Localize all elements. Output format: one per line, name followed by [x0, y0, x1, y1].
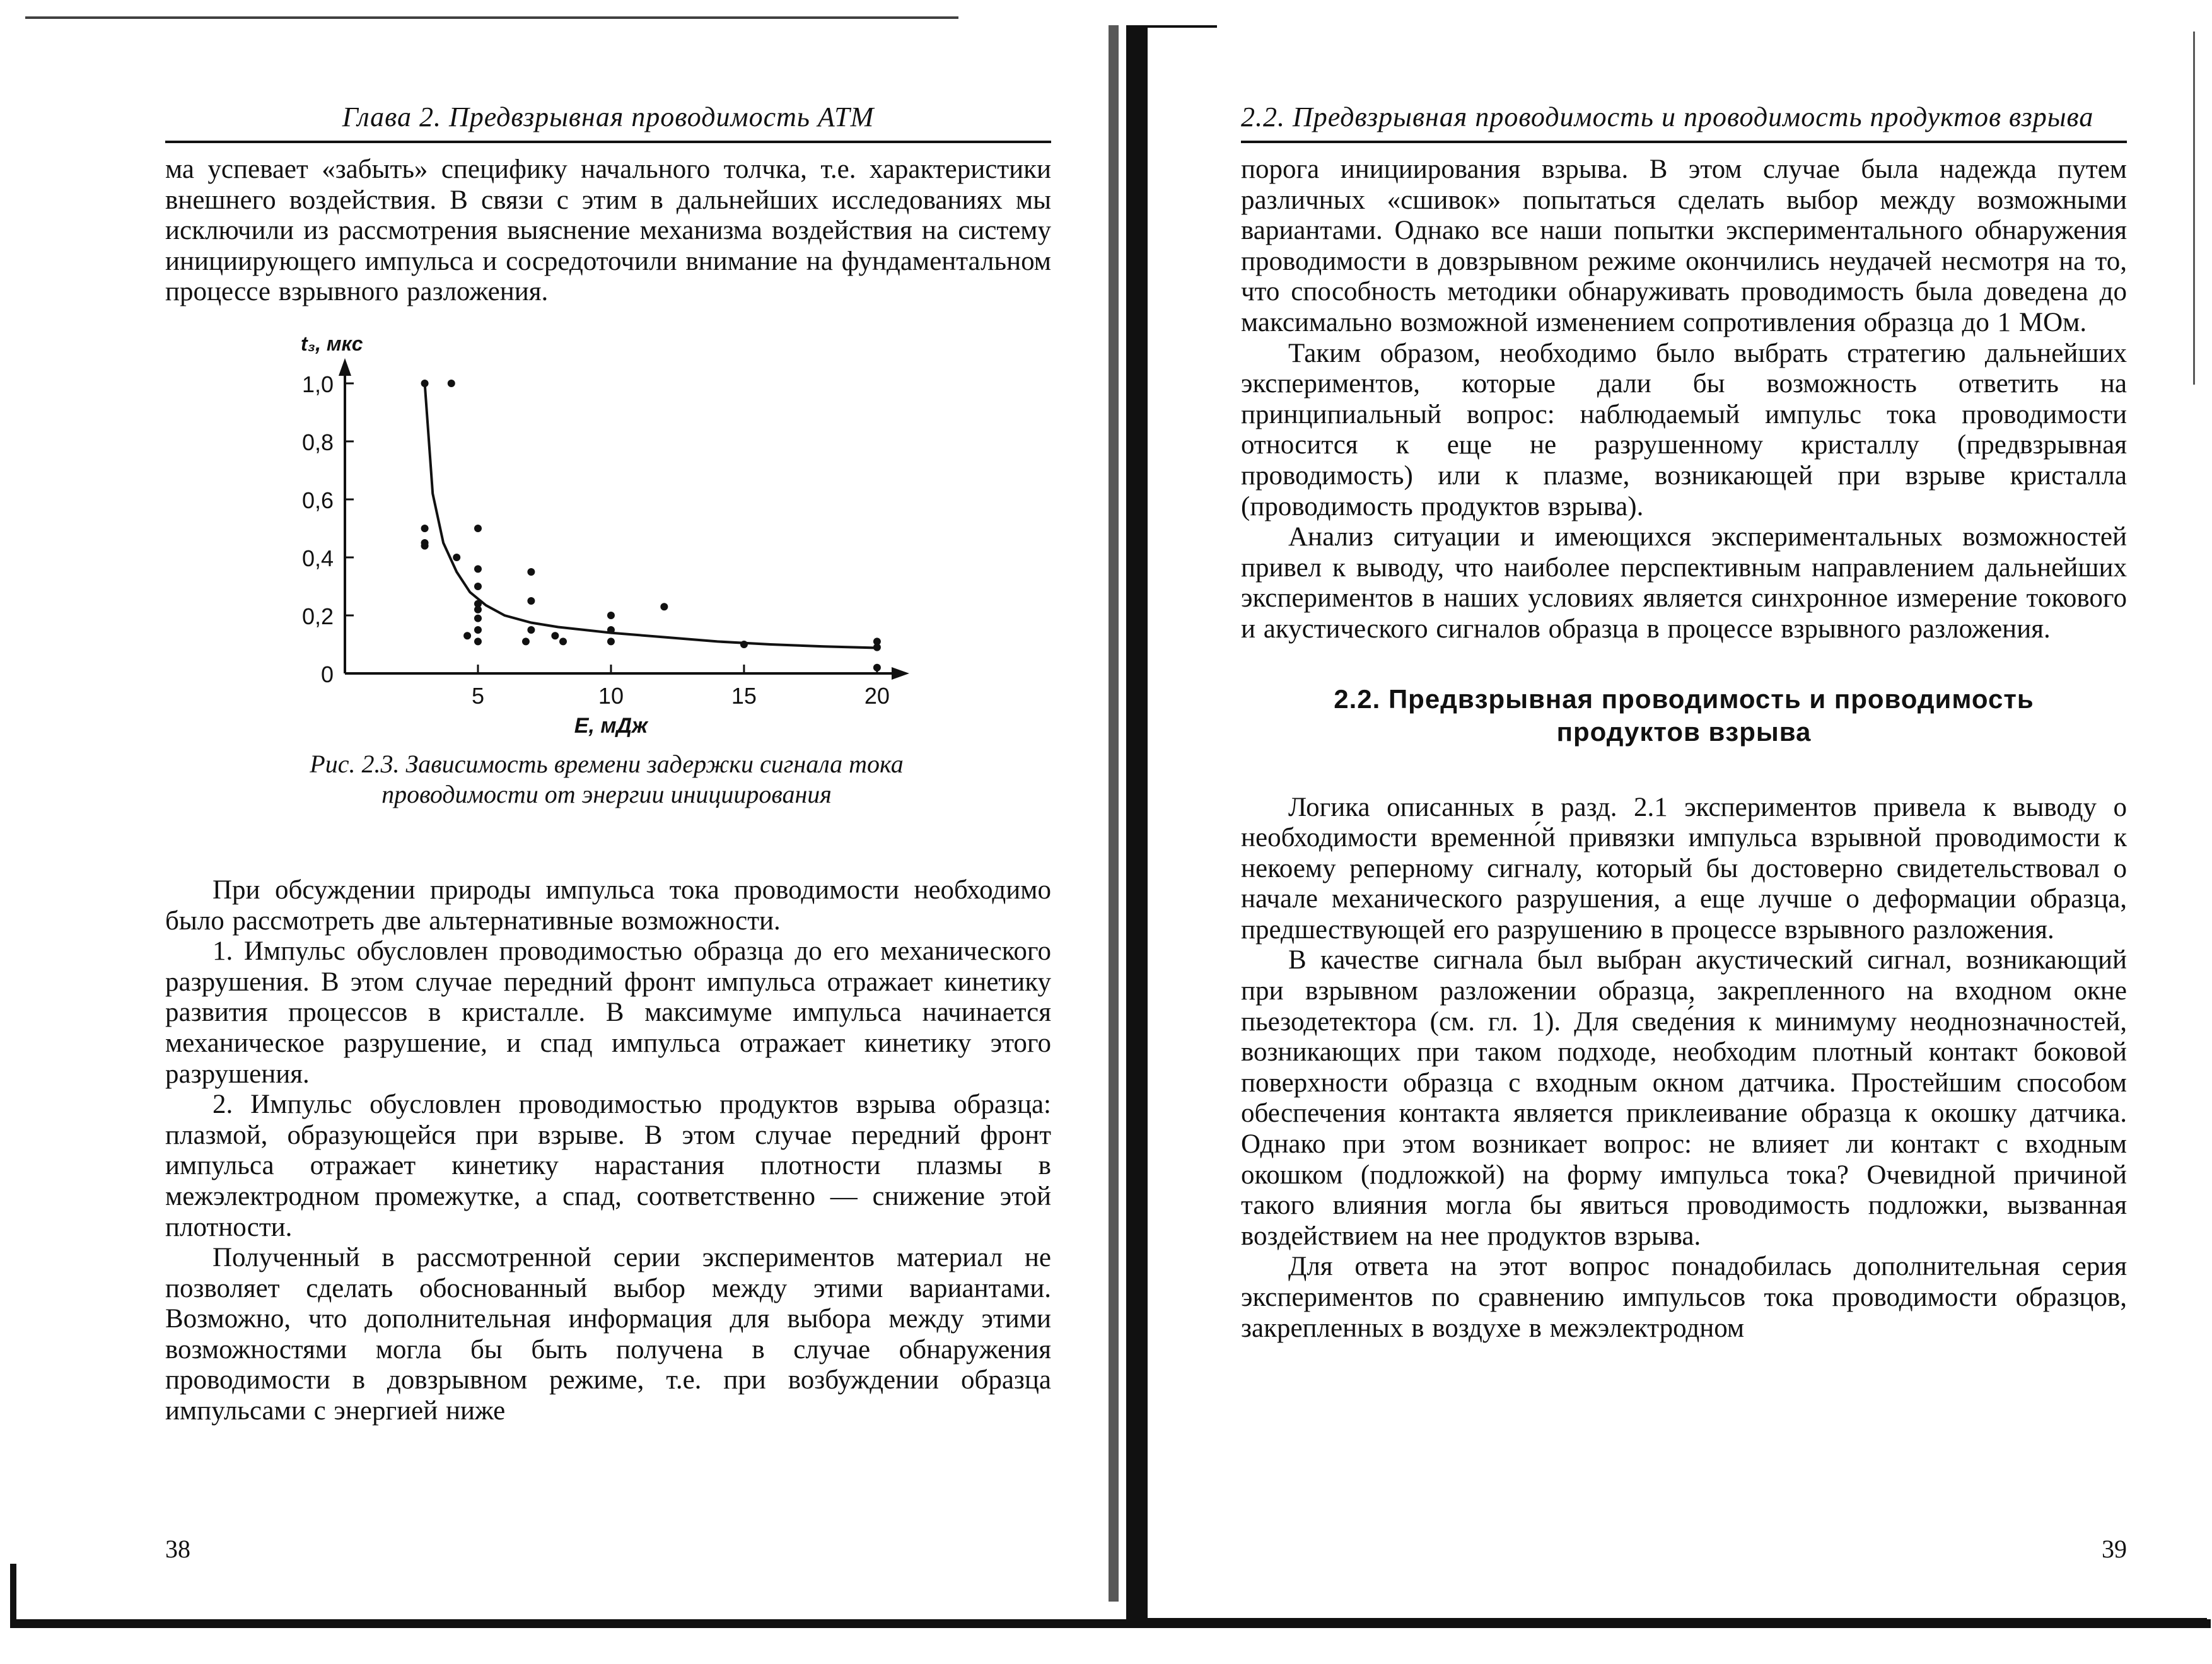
data-point [463, 632, 471, 639]
paragraph: Для ответа на этот вопрос понадобилась дополнительная серия экспериментов по сравнению импульсов тока проводимости образцов, закрепленных в воздухе в межэлектродном [1241, 1252, 2127, 1343]
paragraph: порога инициирования взрыва. В этом случае была надежда путем различных «сшивок» попытаться сделать выбор между возможными вариантами. Однако все наши попытки экспериментального обнаружения проводимости в довзрывном режиме окончились неудачей несмотря на то, что способность методики обнаруживать проводимость была доведена до максимально возможной изменением сопротивления образца до 1 МОм. [1241, 154, 2127, 337]
page-number: 39 [2102, 1535, 2127, 1563]
section-heading: 2.2. Предвзрывная проводимость и проводимость продуктов взрыва [1334, 684, 2034, 747]
data-point [527, 597, 535, 605]
right-page-top-curl [1148, 25, 1217, 28]
data-point [474, 525, 482, 532]
right-running-head: 2.2. Предвзрывная проводимость и проводимость продуктов взрыва [1241, 101, 2127, 143]
data-point [448, 380, 455, 387]
x-tick-label: 15 [731, 682, 757, 709]
book-spine-shadow-thin [1109, 25, 1119, 1602]
right-scan-bottom-edge [1135, 1618, 2207, 1627]
paragraph: Таким образом, необходимо было выбрать стратегию дальнейших экспериментов, которые дали бы возможность ответить на принципиальный вопрос: наблюдаемый импульс тока проводимости относится к еще не разрушенному кристаллу (предвзрывная проводимость) или к плазме, возникающей при взрыве кристалла (проводимость продуктов взрыва). [1241, 338, 2127, 521]
paragraph: Анализ ситуации и имеющихся экспериментальных возможностей привел к выводу, что наиболее перспективным направлением дальнейших экспериментов в наших условиях является синхронное измерение токового и акустического сигналов образца в процессе взрывного разложения. [1241, 522, 2127, 644]
data-point [607, 626, 615, 634]
left-body-top [165, 154, 1051, 308]
data-point [421, 380, 429, 387]
data-point [527, 568, 535, 576]
paragraph: 1. Импульс обусловлен проводимостью образца до его механического разрушения. В этом случае передний фронт импульса отражает кинетику развития процессов в кристалле. В максимуме импульса начинается механическое разрушение, и спад импульса отражает кинетику этого разрушения. [165, 936, 1051, 1089]
data-point [607, 637, 615, 645]
right-body-top [1241, 154, 2127, 645]
y-tick-label: 0,2 [301, 603, 334, 629]
data-point [421, 542, 429, 550]
data-point [527, 626, 535, 634]
x-axis-label: E, мДж [574, 713, 648, 738]
data-point [522, 637, 530, 645]
data-point [607, 612, 615, 619]
left-body-bottom [165, 875, 1051, 1427]
paragraph: ма успевает «забыть» специфику начального толчка, т.е. характеристики внешнего воздействия. В связи с этим в дальнейших исследованиях мы исключили из рассмотрения выяснение механизма воздействия на систему инициирующего импульса и сосредоточили внимание на фундаментальном процессе взрывного разложения. [165, 154, 1051, 307]
data-point [873, 664, 881, 672]
left-page [165, 101, 1051, 1564]
data-point [559, 637, 567, 645]
y-tick-label: 0,4 [301, 545, 334, 571]
y-tick-label: 0,6 [301, 487, 334, 513]
paragraph: При обсуждении природы импульса тока проводимости необходимо было рассмотреть две альтернативные возможности. [165, 875, 1051, 936]
left-scan-corner-edge [10, 1564, 16, 1627]
right-scan-side-edge [2193, 32, 2195, 385]
data-point [474, 606, 482, 614]
data-point [474, 626, 482, 634]
delay-vs-energy-chart [165, 308, 1051, 749]
data-point [660, 603, 668, 610]
data-point [421, 525, 429, 532]
figure-caption: Рис. 2.3. Зависимость времени задержки сигнала тока проводимости от энергии инициирования [310, 749, 904, 808]
data-point [551, 632, 559, 639]
x-tick-label: 20 [864, 682, 890, 709]
left-running-head: Глава 2. Предвзрывная проводимость АТМ [165, 101, 1051, 143]
paragraph: В качестве сигнала был выбран акустический сигнал, возникающий при взрывном разложении образца, закрепленного на входном окне пьезодетектора (см. гл. 1). Для сведе́ния к минимуму неоднозначностей, возникающих при таком подходе, необходим плотный контакт боковой поверхности образца с входным окном датчика. Простейшим способом обеспечения контакта является приклеивание образца к окошку датчика. Однако при этом возникает вопрос: не влияет ли контакт с входным окошком (подложкой) на форму импульса тока? Очевидной причиной такого влияния могла бы явиться проводимость подложки, вызванная воздействием на нее продуктов взрыва. [1241, 945, 2127, 1251]
data-point [474, 583, 482, 590]
x-axis-arrow [892, 667, 909, 680]
data-point [474, 565, 482, 573]
data-point [474, 615, 482, 622]
paragraph: Логика описанных в разд. 2.1 экспериментов привела к выводу о необходимости временно́й привязки импульса взрывной проводимости к некоему реперному сигналу, который бы достоверно свидетельствовал о начале механического разрушения, а еще лучше о деформации образца, предшествующей его разрушению в процессе взрывного разложения. [1241, 792, 2127, 945]
data-point [740, 641, 748, 648]
left-scan-top-edge [25, 16, 958, 19]
x-tick-label: 10 [598, 682, 624, 709]
fit-curve [425, 383, 877, 648]
paragraph: Полученный в рассмотренной серии экспериментов материал не позволяет сделать обоснованный выбор между этими вариантами. Возможно, что дополнительная информация для выбора между этими возможностями могла бы быть получена в случае обнаружения проводимости в довзрывном режиме, т.е. при возбуждении образца импульсами с энергией ниже [165, 1243, 1051, 1426]
data-point [474, 637, 482, 645]
data-point [453, 554, 460, 561]
x-tick-label: 5 [471, 682, 484, 709]
y-tick-label: 0 [320, 661, 334, 687]
page-number: 38 [165, 1535, 190, 1563]
y-tick-label: 0,8 [301, 429, 334, 455]
paragraph: 2. Импульс обусловлен проводимостью продуктов взрыва образца: плазмой, образующейся при взрыве. В этом случае передний фронт импульса отражает кинетику нарастания плотности плазмы в межэлектродном промежутке, а спад, соответственно — снижение этой плотности. [165, 1090, 1051, 1242]
right-body-bottom [1241, 793, 2127, 1344]
figure-2-3 [165, 308, 1051, 875]
y-axis-label: t₃, мкс [301, 332, 363, 355]
data-point [873, 644, 881, 651]
y-tick-label: 1,0 [301, 371, 334, 397]
book-spine-shadow [1126, 25, 1148, 1627]
right-page [1241, 101, 2127, 1564]
y-axis-arrow [339, 358, 351, 376]
